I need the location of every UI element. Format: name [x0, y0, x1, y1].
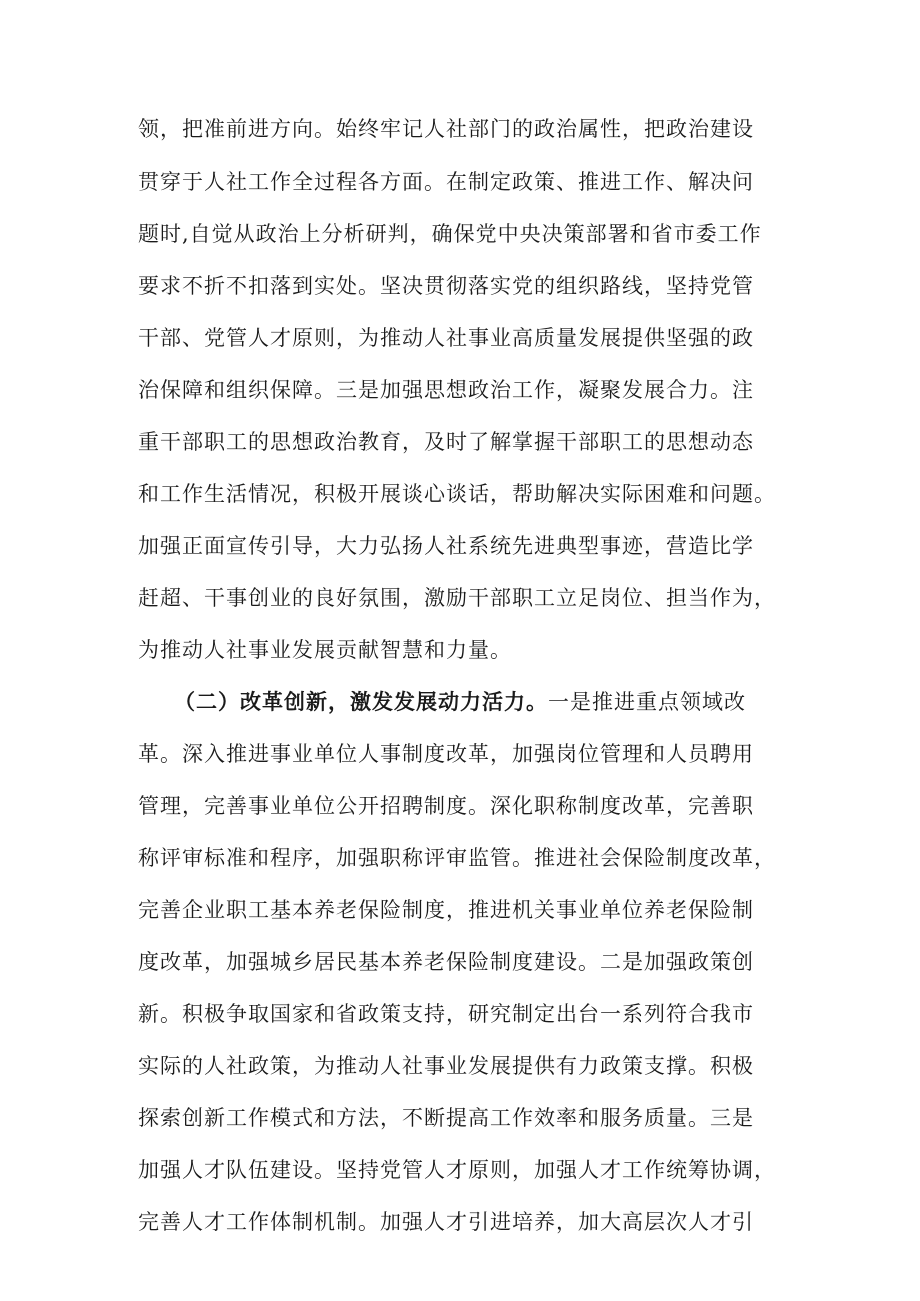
section-2-line: 加强人才队伍建设。坚持党管人才原则，加强人才工作统筹协调，	[138, 1158, 776, 1182]
paragraph-1-line: 要求不折不扣落到实处。坚决贯彻落实党的组织路线，坚持党管	[138, 274, 754, 298]
section-2-line: 度改革，加强城乡居民基本养老保险制度建设。二是加强政策创	[138, 950, 754, 974]
section-2-line: 完善人才工作体制机制。加强人才引进培养，加大高层次人才引	[138, 1210, 754, 1234]
paragraph-1-line: 和工作生活情况，积极开展谈心谈话，帮助解决实际困难和问题。	[138, 482, 776, 506]
section-2-line: 称评审标准和程序，加强职称评审监管。推进社会保险制度改革，	[138, 846, 776, 870]
paragraph-1-line: 题时,自觉从政治上分析研判，确保党中央决策部署和省市委工作	[138, 222, 762, 246]
paragraph-1-line: 干部、党管人才原则，为推动人社事业高质量发展提供坚强的政	[138, 326, 754, 350]
paragraph-1-line: 贯穿于人社工作全过程各方面。在制定政策、推进工作、解决问	[138, 170, 754, 194]
section-2-line: 探索创新工作模式和方法，不断提高工作效率和服务质量。三是	[138, 1106, 754, 1130]
section-2-line: 管理，完善事业单位公开招聘制度。深化职称制度改革，完善职	[138, 794, 754, 818]
paragraph-1-line: 治保障和组织保障。三是加强思想政治工作，凝聚发展合力。注	[138, 378, 754, 402]
section-2-first-line-rest: 一是推进重点领域改	[548, 690, 746, 714]
section-2-line: 新。积极争取国家和省政策支持，研究制定出台一系列符合我市	[138, 1002, 754, 1026]
section-2-heading: （二）改革创新，激发发展动力活力。	[174, 689, 548, 714]
paragraph-1-line: 加强正面宣传引导，大力弘扬人社系统先进典型事迹，营造比学	[138, 534, 754, 558]
paragraph-1-line: 领，把准前进方向。始终牢记人社部门的政治属性，把政治建设	[138, 117, 754, 141]
section-2-line: 革。深入推进事业单位人事制度改革，加强岗位管理和人员聘用	[138, 742, 754, 766]
paragraph-1-line: 为推动人社事业发展贡献智慧和力量。	[138, 638, 512, 662]
section-2-first-line	[174, 687, 746, 717]
paragraph-1-line: 赶超、干事创业的良好氛围，激励干部职工立足岗位、担当作为，	[138, 586, 776, 610]
section-2-line: 实际的人社政策，为推动人社事业发展提供有力政策支撑。积极	[138, 1054, 754, 1078]
paragraph-1-line: 重干部职工的思想政治教育，及时了解掌握干部职工的思想动态	[138, 430, 754, 454]
section-2-line: 完善企业职工基本养老保险制度，推进机关事业单位养老保险制	[138, 898, 754, 922]
